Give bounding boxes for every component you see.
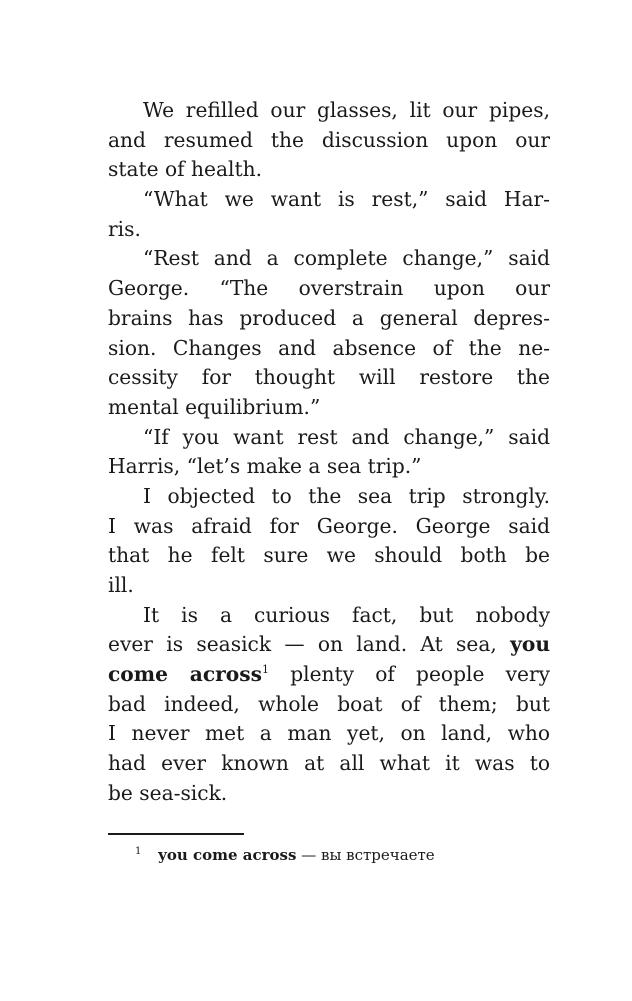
bold-phrase: come across [108, 662, 262, 687]
text-line: I never met a man yet, on land, who [108, 721, 550, 746]
text-line: George. “The overstrain upon our [108, 276, 550, 301]
text-line: had ever known at all what it was to [108, 751, 550, 776]
text-line: “What we want is rest,” said Har- [143, 187, 550, 212]
footnote-dash: — [301, 846, 317, 864]
text-line: I was afraid for George. George said [108, 513, 550, 538]
text-segment: plenty of people very [290, 662, 550, 687]
text-line: It is a curious fact, but nobody [143, 602, 550, 627]
text-line: brains has produced a general depres- [108, 305, 550, 330]
text-line: be sea-sick. [108, 780, 228, 805]
text-line: mental equilibrium.” [108, 394, 321, 419]
text-line: ris. [108, 216, 141, 241]
text-line: and resumed the discussion upon our [108, 127, 550, 152]
text-line: that he felt sure we should both be [108, 543, 550, 568]
text-line [108, 660, 550, 690]
footnote-divider [108, 833, 244, 835]
text-line: Harris, “let’s make a sea trip.” [108, 454, 422, 479]
text-line: “Rest and a complete change,” said [143, 246, 550, 271]
text-line: “If you want rest and change,” said [143, 424, 550, 449]
text-line: ill. [108, 573, 134, 597]
footnote [135, 840, 435, 867]
footnote-mark: 1 [135, 846, 142, 857]
book-page-text [108, 96, 550, 809]
text-line: state of health. [108, 157, 262, 182]
text-line: sion. Changes and absence of the ne- [108, 335, 550, 360]
text-segment: ever is seasick — on land. At sea, [108, 632, 497, 657]
footnote-term: you come across [158, 846, 297, 864]
text-line: bad indeed, whole boat of them; but [108, 691, 550, 716]
text-line: We refilled our glasses, lit our pipes, [143, 98, 550, 122]
bold-phrase: you [510, 632, 551, 657]
text-line [108, 630, 550, 660]
footnote-reference[interactable]: 1 [261, 663, 269, 677]
text-line: I objected to the sea trip strongly. [143, 483, 550, 508]
text-line: cessity for thought will restore the [108, 365, 550, 390]
footnote-translation: вы встречаете [321, 846, 435, 864]
